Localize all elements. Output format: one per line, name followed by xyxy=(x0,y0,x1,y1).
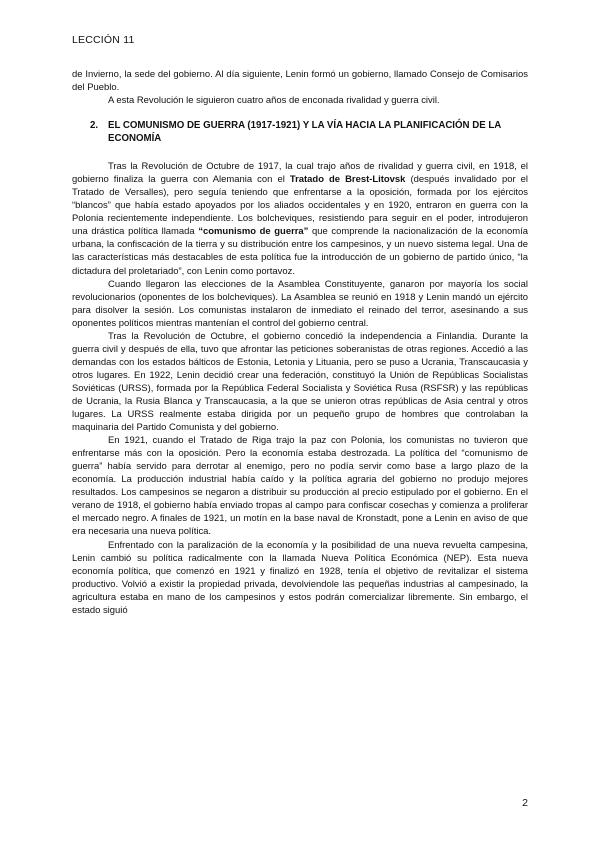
intro-closing-paragraph: A esta Revolución le siguieron cuatro años de enconada rivalidad y guerra civil. xyxy=(108,95,440,107)
section-heading xyxy=(72,119,528,145)
section-number: 2. xyxy=(90,120,99,132)
section-title: EL COMUNISMO DE GUERRA (1917-1921) Y LA VÍA HACIA LA PLANIFICACIÓN DE LA ECONOMÍA xyxy=(108,120,501,145)
intro-paragraph: de Invierno, la sede del gobierno. Al día siguiente, Lenin formó un gobierno, llamado Consejo de Comisarios del Pueblo. xyxy=(72,69,528,94)
paragraph-treaty-of-riga: En 1921, cuando el Tratado de Riga trajo la paz con Polonia, los comunistas no tuvieron que enfrentarse más con la oposición. Pero la economía estaba destrozada. La política del “comunismo de guerra” había servido para derrotar al enemigo, pero no podía servir como base a largo plazo de la economía. La producción industrial había caído y la política agraria del gobierno no produjo mejores resultados. Los campesinos se negaron a distribuir su producción al precio estipulado por el gobierno. En el verano de 1918, el gobierno había enviado tropas al campo para confiscar cosechas y comienza a proliferar el mercado negro. A finales de 1921, un motín en la base naval de Kronstadt, pone a Lenin en aviso de que era necesaria una nueva política. xyxy=(72,435,528,538)
paragraph-ussr-formation: Tras la Revolución de Octubre, el gobierno concedió la independencia a Finlandia. Durante la guerra civil y después de ella, tuvo que afrontar las peticiones soberanistas de otras regiones. Accedió a las demandas con los estados bálticos de Estonia, Letonia y Lituania, pero se puso a Ucrania, Transcaucasia y otros lugares. En 1922, Lenin decidió crear una federación, constituyó la Unión de Repúblicas Socialistas Soviéticas (URSS), formada por la República Federal Socialista y Soviética Rusa (RSFSR) y las repúblicas de Ucrania, la Rusia Blanca y Transcaucasia, a la que se unieron otras repúblicas de Asia central y otros lugares. La URSS realmente estaba dirigida por un pequeño grupo de hombres que controlaban la maquinaria del Partido Comunista y del gobierno. xyxy=(72,330,528,434)
document-body xyxy=(72,68,528,617)
lesson-header: LECCIÓN 11 xyxy=(72,34,135,46)
paragraph-war-communism xyxy=(72,160,528,277)
paragraph-text: (después invalidado por el Tratado de Versalles), pero seguía teniendo que enfrentarse a la oposición, formada por los ejércitos “blancos” que había estado apoyados por los aliados occidentales y en 1920, entraron en guerra con la Polonia recientemente independiente. Los bolcheviques, resistiendo para seguir en el poder, introdujeron una drástica política llamada xyxy=(72,174,528,238)
paragraph-text: que comprende la nacionalización de la economía urbana, la confiscación de la tierra y su distribución entre los campesinos, y un nuevo sistema legal. Una de las características más destacables de esta política fue la introducción de un gobierno de partido único, “la dictadura del proletariado”, con Lenin como portavoz. xyxy=(72,226,529,277)
bold-term-war-communism: “comunismo de guerra” xyxy=(198,226,309,238)
page-number: 2 xyxy=(522,797,528,809)
paragraph-nep: Enfrentado con la paralización de la economía y la posibilidad de una nueva revuelta campesina, Lenin cambió su política radicalmente con la llamada Nueva Política Económica (NEP). Esta nueva economía política, que comenzó en 1921 y finalizó en 1928, tenía el objetivo de revitalizar el sistema productivo. Volvió a existir la propiedad privada, devolviendole las pequeñas industrias al campesinado, la agricultura estaba en mano de los campesinos y estos podrán comercializar libremente. Sin embargo, el estado siguió xyxy=(72,539,528,616)
paragraph-text: Tras la Revolución de Octubre de 1917, la cual trajo años de rivalidad y guerra civil, en 1918, el gobierno finaliza la guerra con Alemania con el xyxy=(72,161,528,186)
bold-term-brest-litovsk: Tratado de Brest-Litovsk xyxy=(289,174,406,186)
paragraph-constituent-assembly: Cuando llegaron las elecciones de la Asamblea Constituyente, ganaron por mayoría los social revolucionarios (oponentes de los bolcheviques). La Asamblea se reunió en 1918 y Lenin mandó un ejército para disolver la sesión. Los comunistas instalaron de inmediato el reinado del terror, asesinando a sus oponentes políticos mientras mantenían el control del gobierno central. xyxy=(72,278,528,329)
